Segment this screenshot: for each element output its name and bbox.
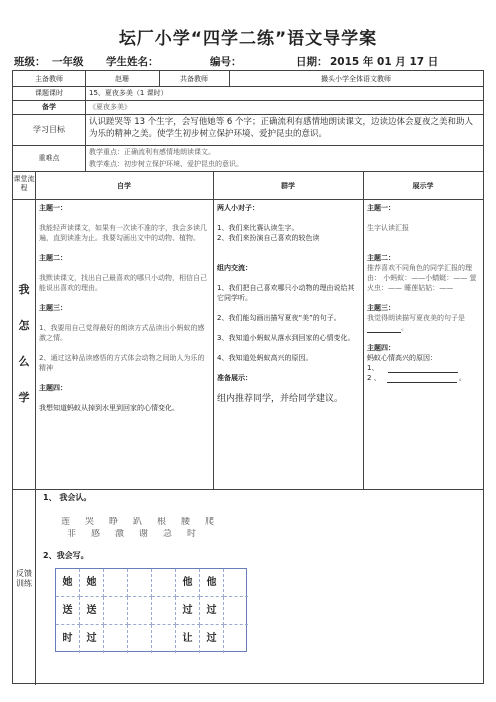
self-topic-3-text-2: 2、通过这种品读感悟的方式体会动物之间助人为乐的精神 (39, 354, 205, 372)
goal-label: 学习目标 (33, 125, 65, 134)
key-point-1: 教学重点：正确流利有感情地朗读课文。 (89, 148, 215, 156)
recognize-chars-row-1: 莲 哭 睁 趴 根 腰 爬 (61, 517, 218, 527)
col-show-study: 展示学 (412, 182, 434, 190)
flow-label: 课堂流程 (13, 175, 35, 192)
side-char-1: 我 (18, 283, 30, 296)
grid-char: 过 (176, 597, 200, 625)
side-char-3: 么 (18, 355, 30, 368)
co-teacher-value: 撮头小学全体语文教师 (321, 75, 391, 83)
show-topic-2-text: 推荐喜欢不同角色的同学汇报的理由： 小蚂蚁：——小蜻蜓：—— 萤火虫：—— 睡莲姑姑：—— (367, 264, 477, 292)
writing-grid[interactable] (55, 568, 247, 652)
recognize-chars-row-2: 非 感 激 谢 急 时 (67, 529, 200, 539)
pair-item-2: 2、我们来扮演自己喜欢的较色读 (217, 234, 320, 242)
self-topic-2-text: 我默读课文，找出自己最喜欢的哪只小动物，相信自己能说出喜欢的理由。 (39, 274, 207, 292)
lesson-value: 15、夏夜多美（1 课时） (89, 89, 168, 97)
pair-item-1: 1、我们来比赛认读生字。 (217, 224, 299, 232)
self-topic-3: 主题三： (39, 304, 67, 312)
lead-teacher-label: 主备教师 (35, 75, 63, 83)
key-label: 重难点 (38, 154, 60, 162)
info-bar (14, 54, 484, 68)
self-topic-1: 主题一： (39, 204, 67, 212)
show-topic-1-text: 生字认读汇报 (367, 224, 409, 232)
lead-teacher-value: 赵珊 (115, 75, 129, 83)
page-title: 坛厂小学“四学二练”语文导学案 (118, 29, 378, 49)
lesson-plan-table (12, 70, 484, 684)
grid-char: 送 (56, 597, 80, 625)
self-topic-4: 主题四： (39, 384, 67, 392)
self-topic-1-text: 我能轻声读课文，如果有一次读不准的字，我会多读几遍，直到读准为止。我要勾画出文中的动物、植物。 (39, 224, 207, 242)
grid-char: 过 (80, 625, 104, 653)
show-topic-3: 主题三： (367, 304, 395, 312)
reason-1-label: 1、 (367, 364, 379, 372)
show-topic-1: 主题一： (367, 204, 395, 212)
reason-2-label: 2 、 (367, 374, 381, 382)
grid-char: 让 (176, 625, 200, 653)
group-item-4: 4、我知道处蚂蚁高兴的原因。 (217, 354, 313, 362)
grid-char: 她 (80, 569, 104, 597)
group-item-1: 1、我们把自己喜欢哪只小动物的理由说给其它同学听。 (217, 284, 355, 302)
prep-text: 组内推荐同学，并给同学建议。 (217, 394, 344, 404)
feedback-q2: 2、我会写。 (43, 551, 89, 560)
pair-title: 两人小对子： (217, 204, 259, 212)
grid-char: 她 (56, 569, 80, 597)
class-label: 班级： (14, 56, 46, 68)
col-self-study: 自学 (117, 182, 131, 190)
key-point-2: 教学难点：初步树立保护环境、爱护昆虫的意识。 (89, 160, 243, 168)
grid-char: 送 (80, 597, 104, 625)
date-value: 2015 年 01 月 17 日 (330, 56, 439, 68)
show-topic-4: 主题四： (367, 344, 395, 352)
answer-blank[interactable] (367, 325, 401, 333)
show-topic-3-text: 我觉得朗读描写夏夜美的句子是 (367, 314, 465, 322)
feedback-q1: 1、 我会认。 (43, 493, 92, 502)
show-topic-4-text: 蚂蚁心情高兴的原因： (367, 354, 437, 362)
learn-label: 备学 (42, 103, 56, 111)
reason-2-blank[interactable] (387, 375, 457, 383)
grid-char: 他 (200, 569, 224, 597)
number-label: 编号： (210, 56, 242, 68)
self-topic-4-text: 我想知道蚂蚁从掉到水里到回家的心情变化。 (39, 404, 179, 412)
date-label: 日期： (296, 56, 328, 68)
prep-title: 准备展示： (217, 374, 252, 382)
feedback-label: 反馈训练 (16, 569, 32, 588)
show-topic-2: 主题二： (367, 254, 395, 262)
group-item-2: 2、我们能勾画出描写夏夜“美”的句子。 (217, 314, 341, 322)
grid-char: 过 (200, 625, 224, 653)
co-teacher-label: 共备教师 (180, 75, 208, 83)
self-study-content (39, 203, 209, 487)
grid-char: 他 (176, 569, 200, 597)
self-topic-3-text-1: 1、我要用自己觉得最好的朗读方式品读出小蚂蚁的感激之情。 (39, 324, 205, 342)
side-char-2: 怎 (18, 319, 30, 332)
col-group-study: 群学 (281, 182, 295, 190)
self-topic-2: 主题二： (39, 254, 67, 262)
goal-value: 认识蹉哭等 13 个生字，会写他她等 6 个字；正确流利有感情地朗读课文，边读边体会夏夜之美和助人为乐的精神之美。使学生初步树立保护环境、爱护昆虫的意识。 (89, 117, 474, 139)
show-study-content: 主题一： 生字认读汇报 主题二： 推荐喜欢不同角色的同学汇报的理由： 小蚂蚁：——小蜻蜓：—— 萤火虫：—— 睡莲姑姑：—— 主题三： 我觉得朗读描写夏夜美的句子是。 主题四： 蚂蚁心情高兴的原因： 1、 2 、 。 (367, 203, 481, 487)
group-study-content (217, 203, 359, 487)
grid-char: 过 (200, 597, 224, 625)
class-value: 一年级 (52, 56, 84, 68)
group-title: 组内交流： (217, 264, 252, 272)
student-name-label: 学生姓名： (106, 56, 159, 68)
group-item-3: 3、我知道小蚂蚁从落水到回家的心情变化。 (217, 334, 355, 342)
side-char-4: 学 (18, 391, 30, 404)
grid-char: 时 (56, 625, 80, 653)
lesson-label: 课题课时 (35, 89, 63, 97)
reason-1-blank[interactable] (388, 365, 458, 373)
learn-value: 《夏夜多美》 (89, 103, 131, 111)
